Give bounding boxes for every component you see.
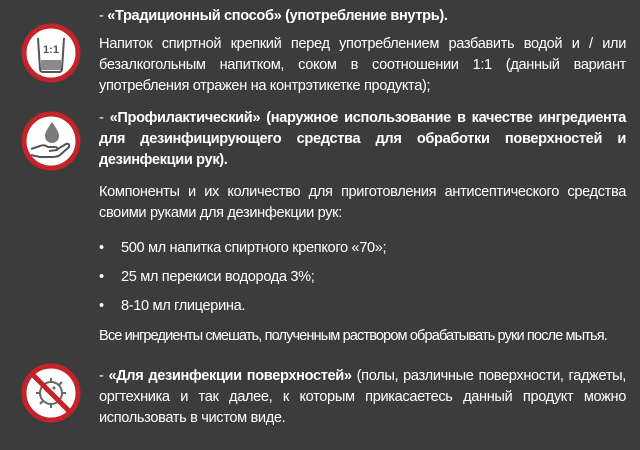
list-item: • 8-10 мл глицерина. (99, 298, 246, 314)
heading-surfaces: «Для дезинфекции поверхностей» (108, 368, 352, 384)
list-item: • 25 мл перекиси водорода 3%; (99, 269, 315, 285)
section-traditional-heading: - «Традиционный способ» (употребление внутрь). (99, 8, 448, 24)
heading-prophylactic: «Профилактический» (наружное использование в качестве ингредиента для дезинфицирующего средства для обработки поверхностей и дезинфекции рук). (99, 110, 627, 168)
section-prophylactic-outro: Все ингредиенты смешать, полученным раствором обрабатывать руки после мытья. (99, 328, 607, 344)
heading-traditional: «Традиционный способ» (107, 8, 282, 24)
hand-drop-icon (20, 110, 82, 172)
section-prophylactic-intro: Компоненты и их количество для приготовления антисептического средства своими руками для дезинфекции рук: (99, 184, 626, 221)
no-virus-icon (20, 362, 82, 424)
measuring-cup-icon (20, 22, 82, 84)
measuring-cup-label: 1:1 (43, 44, 59, 56)
list-item: • 500 мл напитка спиртного крепкого «70»; (99, 240, 387, 256)
section-traditional-body: Напиток спиртной крепкий перед употреблением разбавить водой и / или безалкогольным напитком, соком в соотношении 1:1 (данный вариант употребления отражен на контрэтикетке продукта); (99, 36, 626, 94)
section-surfaces: - «Для дезинфекции поверхностей» (полы, различные поверхности, гаджеты, оргтехника и так далее, к которым прикасаетесь данный продукт можно использовать в чистом виде. (99, 368, 626, 426)
section-prophylactic-heading: - «Профилактический» (наружное использование в качестве ингредиента для дезинфицирующего средства для обработки поверхностей и дезинфекции рук). (99, 110, 627, 168)
